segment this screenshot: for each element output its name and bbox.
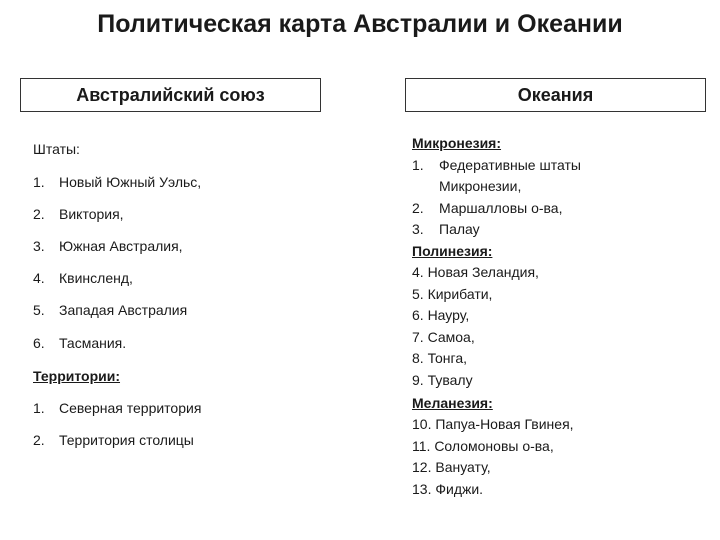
- list-item: 10. Папуа-Новая Гвинея,: [412, 416, 574, 432]
- list-item: 1. Новый Южный Уэльс,: [33, 174, 202, 190]
- oceania-heading: Океания: [517, 84, 594, 105]
- list-item-continuation: Микронезии,: [439, 178, 522, 194]
- list-item: 11. Соломоновы о-ва,: [412, 438, 554, 454]
- list-item: 3. Палау: [412, 221, 480, 237]
- list-item: 6. Науру,: [412, 307, 470, 323]
- page-title: Политическая карта Австралии и Океании: [97, 10, 623, 38]
- list-item: 7. Самоа,: [412, 329, 475, 345]
- list-item: 8. Тонга,: [412, 350, 468, 366]
- australia-heading-box: [20, 78, 321, 112]
- list-item: 5. Западая Австралия: [33, 302, 188, 318]
- territories-label: Территории:: [33, 368, 121, 384]
- australia-heading: Австралийский союз: [76, 84, 265, 105]
- list-item: 6. Тасмания.: [33, 335, 127, 351]
- list-item: 12. Вануату,: [412, 459, 491, 475]
- micronesia-label: Микронезия:: [412, 135, 502, 151]
- melanesia-label: Меланезия:: [412, 395, 493, 411]
- states-label: Штаты:: [33, 141, 80, 157]
- list-item: 9. Тувалу: [412, 372, 473, 388]
- list-item: 3. Южная Австралия,: [33, 238, 183, 254]
- list-item: 1. Северная территория: [33, 400, 202, 416]
- list-item: 2. Территория столицы: [33, 432, 194, 448]
- polynesia-label: Полинезия:: [412, 243, 493, 259]
- list-item: 2. Маршалловы о-ва,: [412, 200, 563, 216]
- list-item: 13. Фиджи.: [412, 481, 484, 497]
- list-item: 4. Новая Зеландия,: [412, 264, 539, 280]
- oceania-heading-box: [405, 78, 706, 112]
- list-item: 4. Квинсленд,: [33, 270, 133, 286]
- list-item: 5. Кирибати,: [412, 286, 493, 302]
- list-item: 1. Федеративные штаты: [412, 157, 581, 173]
- list-item: 2. Виктория,: [33, 206, 124, 222]
